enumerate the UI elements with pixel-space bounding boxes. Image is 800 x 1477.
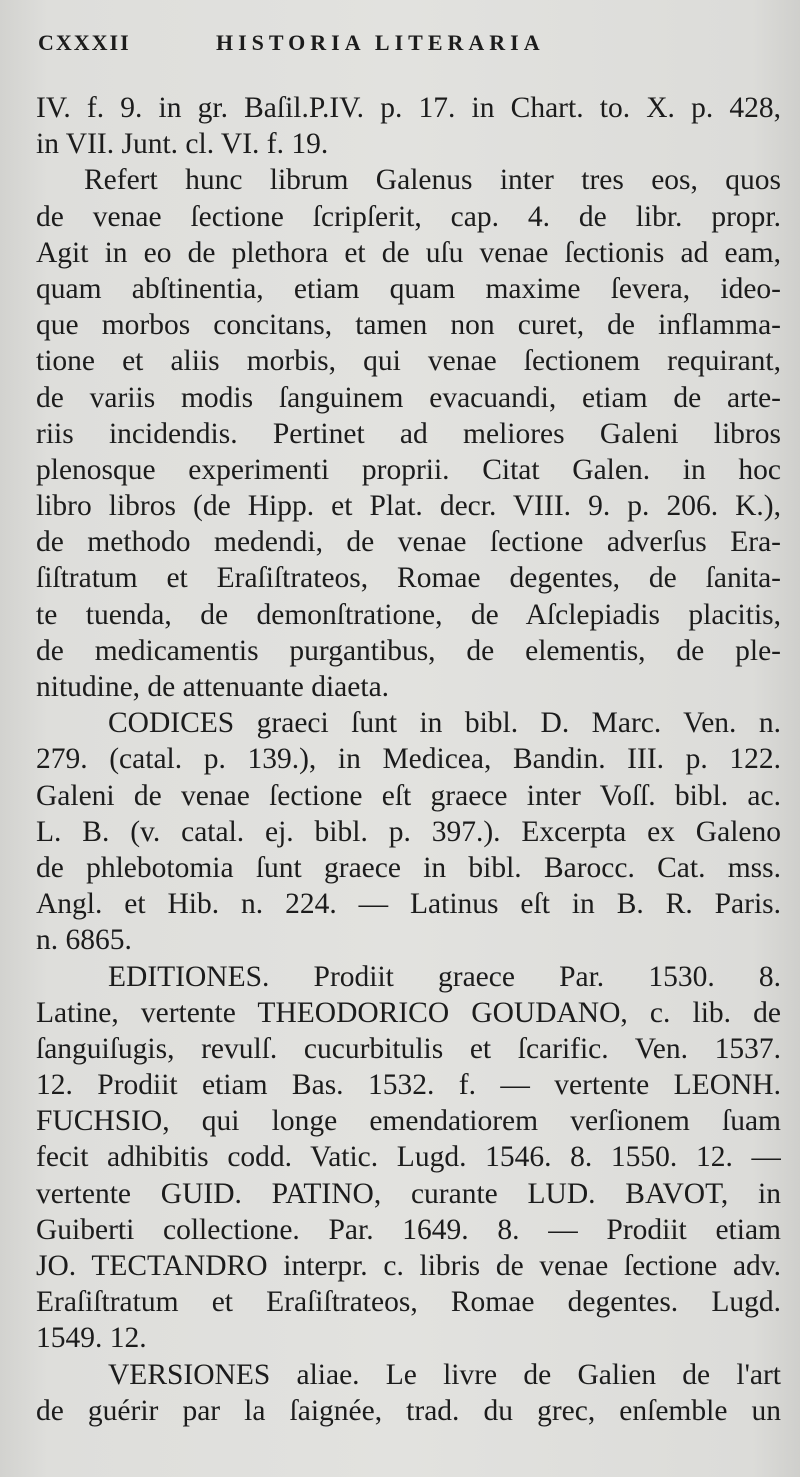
text-line: Eraſiſtratum et Eraſiſtrateos, Romae degentes. Lugd. bbox=[36, 1286, 781, 1319]
text-line: nitudine, de attenuante diaeta. bbox=[36, 671, 390, 703]
text-line: de guérir par la ſaignée, trad. du grec, enſemble un bbox=[36, 1394, 781, 1427]
running-head: HISTORIA LITERARIA bbox=[216, 30, 545, 55]
text-line: Refert hunc librum Galenus inter tres eos, quos bbox=[84, 164, 781, 197]
text-line: tione et aliis morbis, qui venae ſectionem requirant, bbox=[36, 345, 781, 378]
text-line: CODICES graeci ſunt in bibl. D. Marc. Ven. n. bbox=[108, 707, 781, 740]
text-line: in VII. Junt. cl. VI. f. 19. bbox=[36, 128, 329, 161]
text-line: de medicamentis purgantibus, de elementis, de ple- bbox=[36, 634, 781, 667]
text-line: 12. Prodiit etiam Bas. 1532. f. — vertente LEONH. bbox=[36, 1069, 781, 1102]
text-line: de phlebotomia ſunt graece in bibl. Barocc. Cat. mss. bbox=[36, 851, 781, 884]
text-line: EDITIONES. Prodiit graece Par. 1530. 8. bbox=[108, 960, 781, 993]
text-line: quam abſtinentia, etiam quam maxime ſevera, ideo- bbox=[36, 272, 781, 305]
text-line: 1549. 12. bbox=[36, 1322, 147, 1355]
text-body bbox=[36, 90, 781, 1429]
text-line: riis incidendis. Pertinet ad meliores Galeni libros bbox=[36, 417, 781, 450]
text-line: Angl. et Hib. n. 224. — Latinus eſt in B. R. Paris. bbox=[36, 888, 781, 921]
text-line: VERSIONES aliae. Le livre de Galien de l'art bbox=[108, 1358, 781, 1391]
text-line: JO. TECTANDRO interpr. c. libris de venae ſectione adv. bbox=[36, 1250, 781, 1282]
text-line: n. 6865. bbox=[36, 924, 132, 957]
text-line: que morbos concitans, tamen non curet, de inflamma- bbox=[36, 309, 781, 342]
text-line: plenosque experimenti proprii. Citat Galen. in hoc bbox=[36, 453, 781, 486]
page-number: CXXXII bbox=[38, 30, 131, 55]
text-line: vertente GUID. PATINO, curante LUD. BAVOT, in bbox=[36, 1177, 781, 1210]
text-line: Agit in eo de plethora et de uſu venae ſectionis ad eam, bbox=[36, 236, 781, 269]
text-line: fecit adhibitis codd. Vatic. Lugd. 1546. 8. 1550. 12. — bbox=[36, 1141, 781, 1174]
text-line: de methodo medendi, de venae ſectione adverſus Era- bbox=[36, 526, 781, 559]
text-line: FUCHSIO, qui longe emendatiorem verſionem ſuam bbox=[36, 1105, 781, 1138]
text-line: de venae ſectione ſcripſerit, cap. 4. de libr. propr. bbox=[36, 200, 781, 233]
text-line: IV. f. 9. in gr. Baſil.P.IV. p. 17. in Chart. to. X. p. 428, bbox=[36, 92, 781, 124]
text-line: ſanguiſugis, revulſ. cucurbitulis et ſcarific. Ven. 1537. bbox=[36, 1032, 781, 1065]
text-line: libro libros (de Hipp. et Plat. decr. VIII. 9. p. 206. K.), bbox=[36, 490, 781, 523]
text-line: ſiſtratum et Eraſiſtrateos, Romae degentes, de ſanita- bbox=[36, 562, 781, 595]
text-line: Latine, vertente THEODORICO GOUDANO, c. lib. de bbox=[36, 996, 781, 1029]
text-line: 279. (catal. p. 139.), in Medicea, Bandin. III. p. 122. bbox=[36, 743, 781, 776]
text-line: de variis modis ſanguinem evacuandi, etiam de arte- bbox=[36, 381, 781, 414]
text-line: Guiberti collectione. Par. 1649. 8. — Prodiit etiam bbox=[36, 1213, 781, 1246]
page-header bbox=[38, 30, 778, 70]
text-line: te tuenda, de demonſtratione, de Aſclepiadis placitis, bbox=[36, 598, 781, 631]
text-line: L. B. (v. catal. ej. bibl. p. 397.). Excerpta ex Galeno bbox=[36, 815, 781, 848]
text-line: Galeni de venae ſectione eſt graece inter Voſſ. bibl. ac. bbox=[36, 779, 781, 812]
